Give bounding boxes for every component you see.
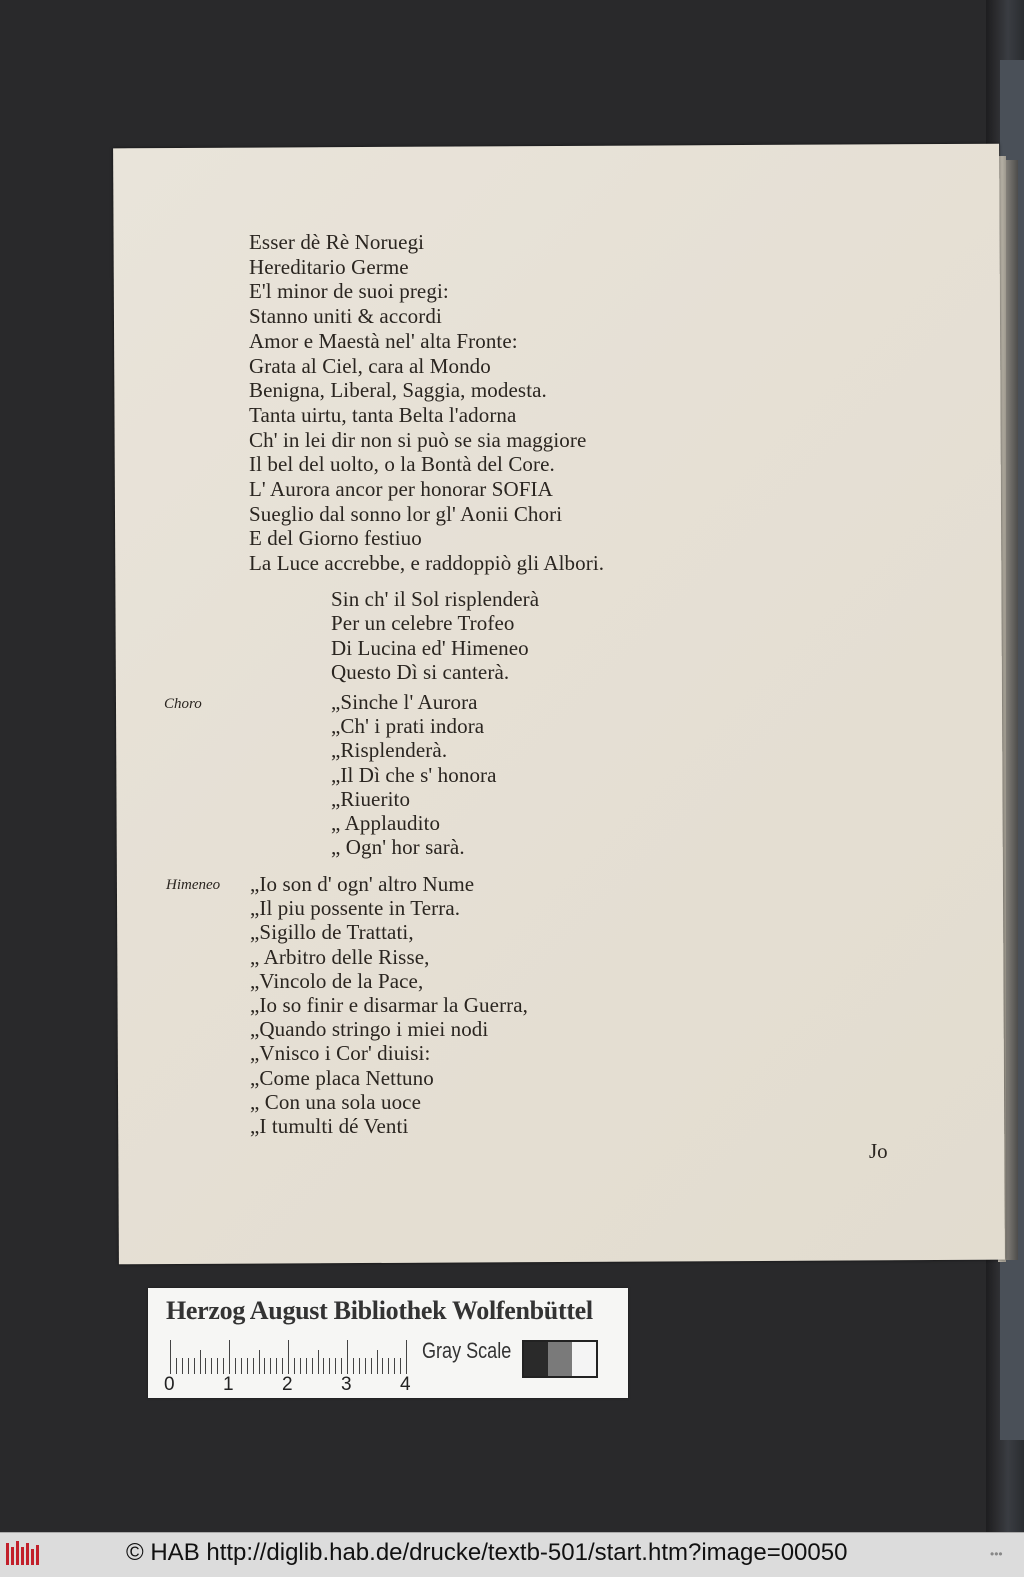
ruler-tick: [365, 1358, 366, 1374]
ruler-tick: [318, 1350, 319, 1374]
footer-dots: •••: [990, 1547, 1003, 1561]
ruler-tick: [371, 1358, 372, 1374]
ruler-tick: [229, 1340, 230, 1374]
ruler-tick: [288, 1340, 289, 1374]
verse-line: Esser dè Rè Noruegi: [249, 230, 425, 254]
color-reference-card: [148, 1288, 628, 1398]
verse-line: „I tumulti dé Venti: [250, 1114, 409, 1138]
gray-scale-swatches: [522, 1340, 598, 1378]
ruler-tick: [223, 1358, 224, 1374]
verse-line: „Sigillo de Trattati,: [250, 920, 414, 945]
gray-swatch: [572, 1342, 596, 1376]
library-name: Herzog August Bibliothek Wolfenbüttel: [166, 1296, 593, 1325]
ruler-tick: [382, 1358, 383, 1374]
ruler-tick: [217, 1358, 218, 1374]
ruler-number: 2: [282, 1374, 293, 1395]
ruler-tick: [306, 1358, 307, 1374]
ruler-tick: [353, 1358, 354, 1374]
verse-line: Sin ch' il Sol risplenderà: [331, 587, 540, 611]
verse-line: Tanta uirtu, tanta Belta l'adorna: [249, 402, 517, 427]
ruler-tick: [282, 1358, 283, 1374]
gray-swatch: [548, 1342, 572, 1376]
ruler-tick: [200, 1350, 201, 1374]
ruler-tick: [294, 1358, 295, 1374]
gray-swatch: [524, 1342, 548, 1376]
ruler-tick: [341, 1358, 342, 1374]
ruler-tick: [276, 1358, 277, 1374]
verse-line: Grata al Ciel, cara al Mondo: [249, 353, 491, 378]
ruler-number: 3: [341, 1374, 352, 1395]
verse-line: Sueglio dal sonno lor gl' Aonii Chori: [249, 501, 563, 526]
ruler-number: 0: [164, 1374, 175, 1395]
ruler-tick: [205, 1358, 206, 1374]
speaker-name: Choro: [164, 696, 202, 712]
ruler-number: 1: [223, 1374, 234, 1395]
verse-line: E'l minor de suoi pregi:: [249, 279, 449, 304]
footer-bar: [0, 1532, 1024, 1577]
ruler-tick: [211, 1358, 212, 1374]
ruler-tick: [253, 1358, 254, 1374]
verse-line: Stanno uniti & accordi: [249, 304, 442, 329]
verse-line: „Risplenderà.: [331, 738, 448, 763]
ruler-tick: [259, 1350, 260, 1374]
page-stack-shadow: [1004, 160, 1018, 1260]
ruler-tick: [406, 1340, 407, 1374]
ruler-tick: [359, 1358, 360, 1374]
ruler-number: 4: [400, 1374, 411, 1395]
verse-line: Hereditario Germe: [249, 254, 409, 279]
verse-line: „ Arbitro delle Risse,: [250, 944, 430, 969]
verse-line: Il bel del uolto, o la Bontà del Core.: [249, 452, 555, 477]
verse-line: E del Giorno festiuo: [249, 526, 422, 551]
ruler-tick: [264, 1358, 265, 1374]
ruler-tick: [300, 1358, 301, 1374]
verse-line: Di Lucina ed' Himeneo: [331, 635, 529, 660]
verse-line: „ Con una sola uoce: [250, 1089, 422, 1114]
verse-line: „Il Dì che s' honora: [331, 762, 497, 787]
verse-line: Questo Dì si canterà.: [331, 659, 510, 684]
ruler-tick: [235, 1358, 236, 1374]
verse-line: „Riuerito: [331, 786, 411, 811]
verse-line: Amor e Maestà nel' alta Fronte:: [249, 328, 518, 353]
verse-line: „Sinche l' Aurora: [331, 690, 478, 714]
copyright-url[interactable]: © HAB http://diglib.hab.de/drucke/textb-501/start.htm?image=00050: [126, 1539, 848, 1566]
verse-line: „Come placa Nettuno: [250, 1065, 434, 1090]
ruler-tick: [182, 1358, 183, 1374]
verse-line: Per un celebre Trofeo: [331, 611, 515, 636]
book-page: [113, 144, 1005, 1265]
ruler-scale: [170, 1338, 410, 1374]
gray-scale-label: Gray Scale: [422, 1338, 512, 1363]
verse-line: Benigna, Liberal, Saggia, modesta.: [249, 378, 547, 403]
verse-line: „Il piu possente in Terra.: [250, 896, 461, 921]
ruler-tick: [241, 1358, 242, 1374]
verse-line: „ Applaudito: [331, 811, 441, 835]
verse-line: „ Ogn' hor sarà.: [331, 835, 465, 860]
verse-line: Ch' in lei dir non si può se sia maggiore: [249, 427, 587, 452]
ruler-tick: [176, 1358, 177, 1374]
verse-line: „Vincolo de la Pace,: [250, 968, 424, 993]
ruler-tick: [170, 1340, 171, 1374]
verse-line: „Vnisco i Cor' diuisi:: [250, 1041, 431, 1066]
ruler-tick: [347, 1340, 348, 1374]
ruler-tick: [323, 1358, 324, 1374]
ruler-tick: [335, 1358, 336, 1374]
hab-logo-icon: [4, 1539, 44, 1569]
ruler-tick: [194, 1358, 195, 1374]
ruler-tick: [270, 1358, 271, 1374]
verse-line: „Io so finir e disarmar la Guerra,: [250, 993, 529, 1017]
verse-line: „Ch' i prati indora: [331, 714, 485, 739]
verse-line: La Luce accrebbe, e raddoppiò gli Albori.: [249, 551, 605, 576]
ruler-tick: [394, 1358, 395, 1374]
ruler-tick: [388, 1358, 389, 1374]
verse-line: „Io son d' ogn' altro Nume: [250, 872, 475, 896]
ruler-tick: [247, 1358, 248, 1374]
ruler-tick: [400, 1358, 401, 1374]
ruler-tick: [377, 1350, 378, 1374]
ruler-tick: [188, 1358, 189, 1374]
ruler-tick: [312, 1358, 313, 1374]
speaker-name: Himeneo: [166, 877, 221, 893]
verse-line: „Quando stringo i miei nodi: [250, 1017, 489, 1042]
catchword: Jo: [869, 1139, 888, 1163]
verse-line: L' Aurora ancor per honorar SOFIA: [249, 477, 553, 501]
ruler-tick: [329, 1358, 330, 1374]
